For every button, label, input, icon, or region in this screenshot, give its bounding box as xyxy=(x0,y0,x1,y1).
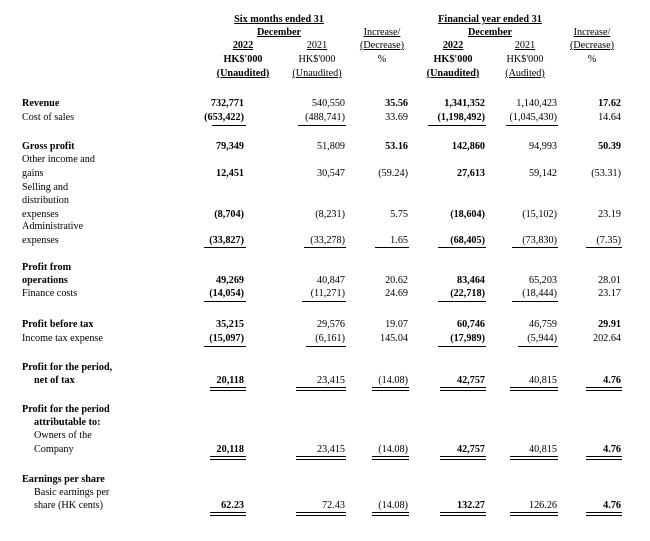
double-rule xyxy=(372,456,409,460)
col2-unit: HK$'000 xyxy=(298,54,336,65)
pbt-c3: 19.07 xyxy=(385,319,408,330)
revenue-c6: 17.62 xyxy=(598,98,621,109)
rule xyxy=(302,301,346,302)
double-rule xyxy=(440,387,486,391)
double-rule xyxy=(372,512,409,516)
gross-profit-c4: 142,860 xyxy=(451,141,485,152)
other-income-c2: 30,547 xyxy=(316,168,345,179)
double-rule xyxy=(510,387,558,391)
gross-profit-c1: 79,349 xyxy=(215,141,244,152)
col1-status: (Unaudited) xyxy=(216,68,270,79)
gross-profit-c2: 51,809 xyxy=(316,141,345,152)
rule xyxy=(438,301,486,302)
rule xyxy=(506,125,558,126)
profit-ops-c2: 40,847 xyxy=(316,275,345,286)
rule xyxy=(204,247,246,248)
tax-label: Income tax expense xyxy=(22,333,103,344)
col4-unit: HK$'000 xyxy=(433,54,473,65)
col4-year: 2022 xyxy=(442,40,464,51)
pbt-c6: 29.91 xyxy=(598,319,621,330)
attributable-c3: (14.08) xyxy=(378,444,408,455)
profit-ops-label-1: Profit from xyxy=(22,262,72,273)
finance-costs-c5: (18,444) xyxy=(522,288,557,299)
rule xyxy=(512,301,558,302)
rule xyxy=(304,247,346,248)
increase-header-1-line1: Increase/ xyxy=(363,27,401,38)
profit-period-c3: (14.08) xyxy=(378,375,408,386)
rule xyxy=(212,125,246,126)
attributable-c2: 23,415 xyxy=(316,444,345,455)
rule xyxy=(586,247,622,248)
cost-of-sales-c3: 33.69 xyxy=(385,112,408,123)
finance-costs-c1: (14,054) xyxy=(209,288,244,299)
other-income-c6: (53.31) xyxy=(591,168,621,179)
other-income-label-2: gains xyxy=(22,168,44,179)
selling-c2: (8,231) xyxy=(315,209,345,220)
eps-c4: 132.27 xyxy=(456,500,485,511)
double-rule xyxy=(372,387,409,391)
admin-c6: (7.35) xyxy=(596,235,621,246)
increase-header-2-line3: % xyxy=(587,54,597,65)
tax-c4: (17,989) xyxy=(450,333,485,344)
double-rule xyxy=(296,456,346,460)
col4-status: (Unaudited) xyxy=(426,68,480,79)
finance-costs-c3: 24.69 xyxy=(385,288,408,299)
rule xyxy=(298,125,346,126)
double-rule xyxy=(510,512,558,516)
eps-label-1: Earnings per share xyxy=(22,474,105,485)
fy-header-line1: Financial year ended 31 xyxy=(438,14,542,25)
double-rule xyxy=(210,387,246,391)
other-income-c5: 59,142 xyxy=(528,168,557,179)
cost-of-sales-c1: (653,422) xyxy=(204,112,244,123)
selling-c3: 5.75 xyxy=(390,209,408,220)
admin-c4: (68,405) xyxy=(450,235,485,246)
rule xyxy=(512,247,558,248)
double-rule xyxy=(440,512,486,516)
admin-c5: (73,830) xyxy=(522,235,557,246)
attributable-label-1: Profit for the period xyxy=(22,404,110,415)
double-rule xyxy=(586,387,622,391)
col5-status: (Audited) xyxy=(505,68,545,79)
other-income-c4: 27,613 xyxy=(456,168,485,179)
attributable-c5: 40,815 xyxy=(528,444,557,455)
gross-profit-c5: 94,993 xyxy=(528,141,557,152)
rule xyxy=(438,346,486,347)
admin-c2: (33,278) xyxy=(310,235,345,246)
gross-profit-c6: 50.39 xyxy=(598,141,621,152)
pbt-label: Profit before tax xyxy=(22,319,94,330)
profit-period-label-1: Profit for the period, xyxy=(22,362,113,373)
double-rule xyxy=(586,512,622,516)
cost-of-sales-label: Cost of sales xyxy=(22,112,75,123)
profit-period-label-2: net of tax xyxy=(34,375,75,386)
rule xyxy=(204,346,246,347)
eps-label-2: Basic earnings per xyxy=(34,487,110,498)
eps-c3: (14.08) xyxy=(378,500,408,511)
admin-label-1: Administrative xyxy=(22,221,84,232)
attributable-c6: 4.76 xyxy=(603,444,621,455)
eps-label-3: share (HK cents) xyxy=(34,500,104,511)
revenue-c4: 1,341,352 xyxy=(444,98,485,109)
double-rule xyxy=(296,387,346,391)
selling-label-2: distribution xyxy=(22,195,69,206)
finance-costs-label: Finance costs xyxy=(22,288,78,299)
admin-label-2: expenses xyxy=(22,235,59,246)
finance-costs-c6: 23.17 xyxy=(598,288,621,299)
rule xyxy=(306,346,346,347)
profit-period-c2: 23,415 xyxy=(316,375,345,386)
eps-c5: 126.26 xyxy=(528,500,557,511)
increase-header-1-line3: % xyxy=(377,54,387,65)
rule xyxy=(204,301,246,302)
cost-of-sales-c6: 14.64 xyxy=(598,112,621,123)
profit-ops-c1: 49,269 xyxy=(215,275,244,286)
attributable-c1: 20,118 xyxy=(216,444,244,455)
selling-label-3: expenses xyxy=(22,209,59,220)
finance-costs-c4: (22,718) xyxy=(450,288,485,299)
revenue-c3: 35.56 xyxy=(385,98,408,109)
profit-ops-c3: 20.62 xyxy=(385,275,408,286)
selling-label-1: Selling and xyxy=(22,182,69,193)
col1-unit: HK$'000 xyxy=(223,54,263,65)
profit-ops-label-2: operations xyxy=(22,275,68,286)
profit-period-c4: 42,757 xyxy=(456,375,485,386)
selling-c5: (15,102) xyxy=(522,209,557,220)
increase-header-1-line2: (Decrease) xyxy=(359,40,405,51)
eps-c1: 62.23 xyxy=(221,500,244,511)
double-rule xyxy=(440,456,486,460)
increase-header-2-line1: Increase/ xyxy=(573,27,611,38)
gross-profit-label: Gross profit xyxy=(22,141,75,152)
other-income-c3: (59.24) xyxy=(378,168,408,179)
col2-year: 2021 xyxy=(306,40,328,51)
increase-header-2-line2: (Decrease) xyxy=(569,40,615,51)
profit-ops-c4: 83,464 xyxy=(456,275,485,286)
selling-c1: (8,704) xyxy=(214,209,244,220)
tax-c5: (5,944) xyxy=(527,333,557,344)
selling-c6: 23.19 xyxy=(598,209,621,220)
selling-c4: (18,604) xyxy=(450,209,485,220)
cost-of-sales-c2: (488,741) xyxy=(305,112,345,123)
tax-c6: 202.64 xyxy=(592,333,621,344)
attributable-label-3: Owners of the xyxy=(34,430,92,441)
other-income-label-1: Other income and xyxy=(22,154,95,165)
pbt-c4: 60,746 xyxy=(456,319,485,330)
finance-costs-c2: (11,271) xyxy=(310,288,345,299)
double-rule xyxy=(210,456,246,460)
tax-c3: 145.04 xyxy=(379,333,408,344)
double-rule xyxy=(510,456,558,460)
pbt-c5: 46,759 xyxy=(528,319,557,330)
admin-c3: 1.65 xyxy=(390,235,408,246)
revenue-c5: 1,140,423 xyxy=(516,98,557,109)
double-rule xyxy=(296,512,346,516)
profit-ops-c5: 65,203 xyxy=(528,275,557,286)
cost-of-sales-c4: (1,198,492) xyxy=(437,112,485,123)
tax-c1: (15,097) xyxy=(209,333,244,344)
six-months-header-line2: December xyxy=(256,27,302,38)
col1-year: 2022 xyxy=(232,40,254,51)
profit-period-c5: 40,815 xyxy=(528,375,557,386)
six-months-header-line1: Six months ended 31 xyxy=(234,14,324,25)
profit-period-c1: 20,118 xyxy=(216,375,244,386)
col5-year: 2021 xyxy=(514,40,536,51)
col5-unit: HK$'000 xyxy=(506,54,544,65)
fy-header-line2: December xyxy=(467,27,513,38)
pbt-c1: 35,215 xyxy=(215,319,244,330)
cost-of-sales-c5: (1,045,430) xyxy=(509,112,557,123)
revenue-c1: 732,771 xyxy=(210,98,244,109)
rule xyxy=(375,247,409,248)
other-income-c1: 12,451 xyxy=(215,168,244,179)
rule xyxy=(438,247,486,248)
pbt-c2: 29,576 xyxy=(316,319,345,330)
admin-c1: (33,827) xyxy=(209,235,244,246)
eps-c6: 4.76 xyxy=(603,500,621,511)
col2-status: (Unaudited) xyxy=(292,68,342,79)
profit-ops-c6: 28.01 xyxy=(598,275,621,286)
revenue-c2: 540,550 xyxy=(311,98,345,109)
gross-profit-c3: 53.16 xyxy=(385,141,408,152)
double-rule xyxy=(210,512,246,516)
rule xyxy=(518,346,558,347)
double-rule xyxy=(586,456,622,460)
tax-c2: (6,161) xyxy=(315,333,345,344)
attributable-label-2: attributable to: xyxy=(34,417,101,428)
attributable-label-4: Company xyxy=(34,444,74,455)
profit-period-c6: 4.76 xyxy=(603,375,621,386)
eps-c2: 72.43 xyxy=(322,500,345,511)
attributable-c4: 42,757 xyxy=(456,444,485,455)
rule xyxy=(428,125,486,126)
revenue-label: Revenue xyxy=(22,98,60,109)
